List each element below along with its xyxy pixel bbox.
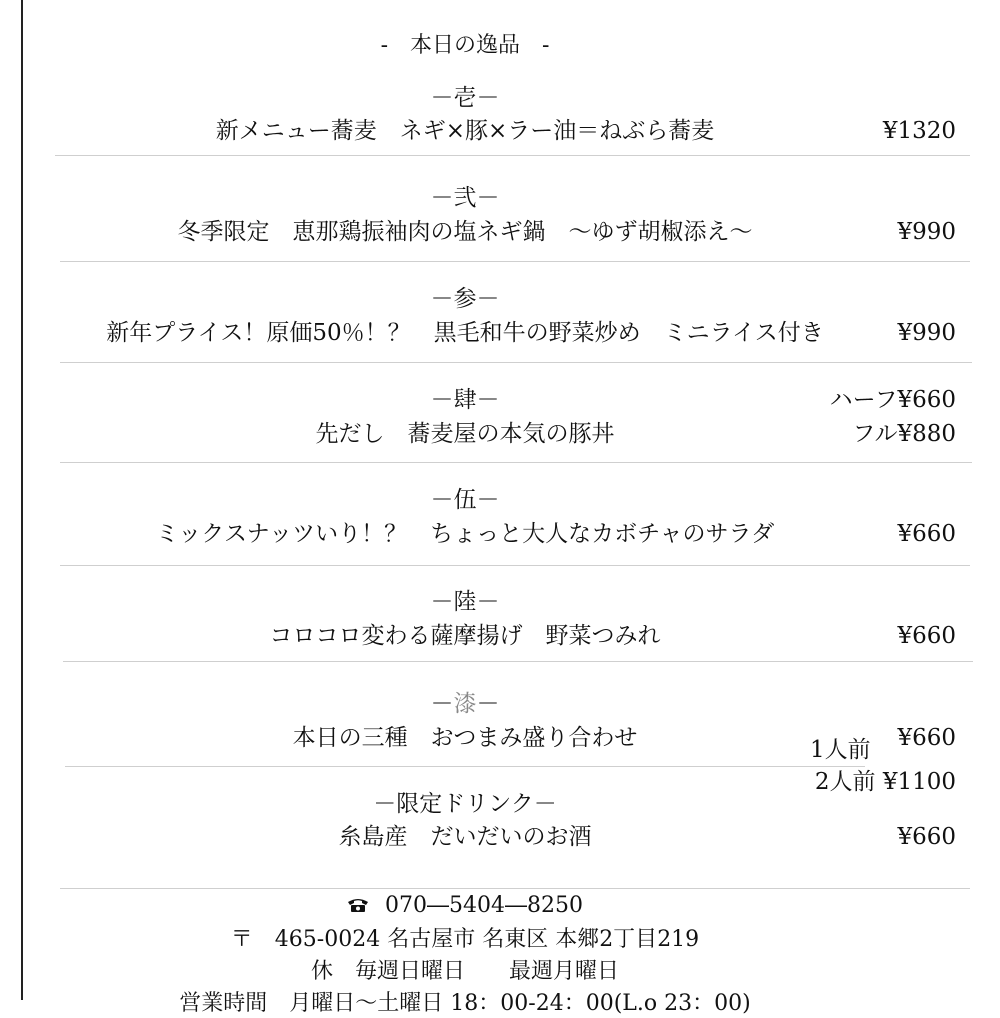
- section-number-7-prefix: －: [430, 691, 454, 717]
- separator-footer: [60, 888, 970, 889]
- menu-item-price-two-7: 2人前 ¥1100: [814, 769, 956, 795]
- section-number-7-kanji: 漆: [453, 691, 477, 717]
- section-number-7: [0, 690, 930, 718]
- menu-item-name-7: 本日の三種 おつまみ盛り合わせ: [292, 725, 638, 751]
- menu-item-name-4: 先だし 蕎麦屋の本気の豚丼: [315, 421, 615, 447]
- menu-item-serving-label-7: 1人前: [810, 737, 871, 763]
- menu-item-name-6: コロコロ変わる薩摩揚げ 野菜つみれ: [269, 623, 661, 649]
- menu-item-price-1: ¥1320: [882, 118, 956, 144]
- footer-address: 〒 465-0024 名古屋市 名東区 本郷2丁目219: [230, 927, 700, 952]
- section-number-3: －参－: [430, 286, 500, 312]
- section-number-4: －肆－: [430, 387, 500, 413]
- separator-1: [55, 155, 970, 156]
- separator-2: [60, 261, 970, 262]
- section-number-7-suffix: －: [476, 691, 500, 717]
- separator-3: [60, 362, 972, 363]
- menu-item-price-8: ¥660: [897, 824, 956, 850]
- section-number-1: －壱－: [430, 85, 500, 111]
- section-number-5: －伍－: [430, 487, 500, 513]
- menu-item-name-5: ミックスナッツいり！？ ちょっと大人なカボチャのサラダ: [155, 521, 775, 547]
- footer-hours: 営業時間 月曜日～土曜日 18：00-24：00(L.o 23：00): [179, 991, 751, 1016]
- separator-7: [65, 766, 865, 767]
- menu-item-name-1: 新メニュー蕎麦 ネギ×豚×ラー油＝ねぶら蕎麦: [215, 118, 715, 144]
- page-title: - 本日の逸品 -: [380, 33, 550, 58]
- separator-4: [60, 462, 972, 463]
- menu-item-price-full-4: フル¥880: [852, 421, 956, 447]
- menu-item-price-7: ¥660: [897, 725, 956, 751]
- menu-item-price-3: ¥990: [897, 320, 956, 346]
- footer-phone-line: [0, 892, 930, 920]
- menu-item-name-3: 新年プライス！原価50％！？ 黒毛和牛の野菜炒め ミニライス付き: [106, 320, 824, 346]
- menu-item-price-6: ¥660: [897, 623, 956, 649]
- menu-item-name-8: 糸島産 だいだいのお酒: [338, 824, 592, 850]
- telephone-icon: [347, 897, 369, 913]
- separator-5: [60, 565, 970, 566]
- menu-item-price-2: ¥990: [897, 219, 956, 245]
- section-title-drink: －限定ドリンク－: [373, 791, 557, 817]
- menu-item-name-2: 冬季限定 恵那鶏振袖肉の塩ネギ鍋 ～ゆず胡椒添え～: [177, 219, 753, 245]
- separator-6: [63, 661, 973, 662]
- section-number-6: －陸－: [430, 589, 500, 615]
- section-number-2: －弐－: [430, 185, 500, 211]
- footer-holidays: 休 毎週日曜日 最週月曜日: [310, 959, 619, 984]
- menu-item-price-5: ¥660: [897, 521, 956, 547]
- menu-item-price-half-4: ハーフ¥660: [829, 387, 956, 413]
- phone-number: 070―5404―8250: [385, 893, 583, 918]
